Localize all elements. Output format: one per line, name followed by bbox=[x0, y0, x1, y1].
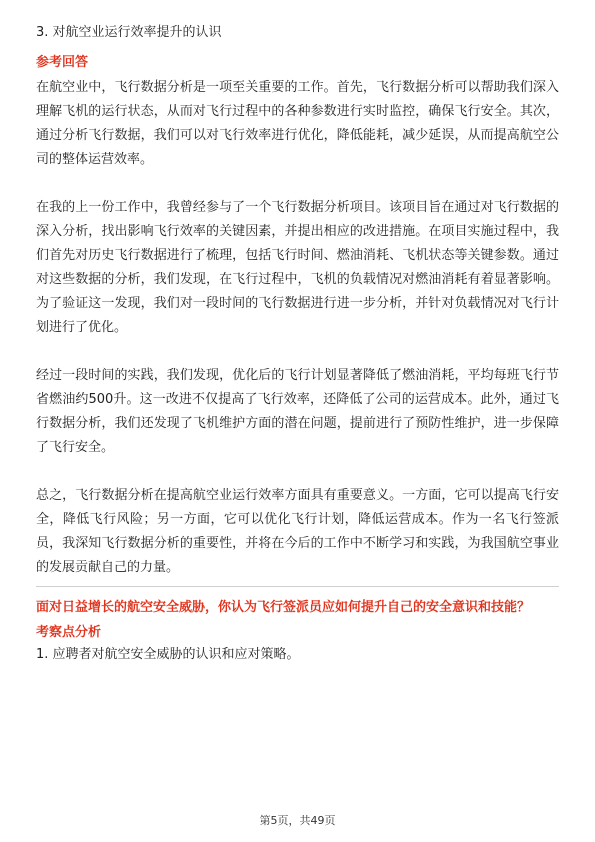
answer-paragraph: 在航空业中，飞行数据分析是一项至关重要的工作。首先，飞行数据分析可以帮助我们深入理解飞机的运行状态，从而对飞行过程中的各种参数进行实时监控，确保飞行安全。其次，通过分析飞行数据，我们可以对飞行效率进行优化，降低能耗，减少延误，从而提高航空公司的整体运营效率。 bbox=[36, 80, 559, 167]
reference-answer-label: 参考回答 bbox=[36, 55, 89, 70]
interview-question: 面对日益增长的航空安全威胁，你认为飞行签派员应如何提升自己的安全意识和技能？ bbox=[36, 600, 531, 615]
answer-paragraph: 经过一段时间的实践，我们发现，优化后的飞行计划显著降低了燃油消耗，平均每班飞行节省燃油约500升。这一改进不仅提高了飞行效率，还降低了公司的运营成本。此外，通过飞行数据分析，我们还发现了飞机维护方面的潜在问题，提前进行了预防性维护，进一步保障了飞行安全。 bbox=[36, 368, 559, 455]
page-content bbox=[36, 24, 559, 664]
analysis-label: 考察点分析 bbox=[36, 625, 102, 640]
analysis-list-item: 1. 应聘者对航空安全威胁的认识和应对策略。 bbox=[36, 647, 300, 662]
answer-paragraph: 总之，飞行数据分析在提高航空业运行效率方面具有重要意义。一方面，它可以提高飞行安全，降低飞行风险；另一方面，它可以优化飞行计划，降低运营成本。作为一名飞行签派员，我深知飞行数据分析的重要性，并将在今后的工作中不断学习和实践，为我国航空事业的发展贡献自己的力量。 bbox=[36, 488, 559, 575]
page-number-footer: 第5页，共49页 bbox=[259, 814, 336, 827]
section-heading: 3. 对航空业运行效率提升的认识 bbox=[36, 25, 222, 40]
section-divider bbox=[36, 586, 559, 587]
answer-paragraph: 在我的上一份工作中，我曾经参与了一个飞行数据分析项目。该项目旨在通过对飞行数据的深入分析，找出影响飞行效率的关键因素，并提出相应的改进措施。在项目实施过程中，我们首先对历史飞行数据进行了梳理，包括飞行时间、燃油消耗、飞机状态等关键参数。通过对这些数据的分析，我们发现，在飞行过程中，飞机的负载情况对燃油消耗有着显著影响。为了验证这一发现，我们对一段时间的飞行数据进行进一步分析，并针对负载情况对飞行计划进行了优化。 bbox=[36, 200, 559, 335]
